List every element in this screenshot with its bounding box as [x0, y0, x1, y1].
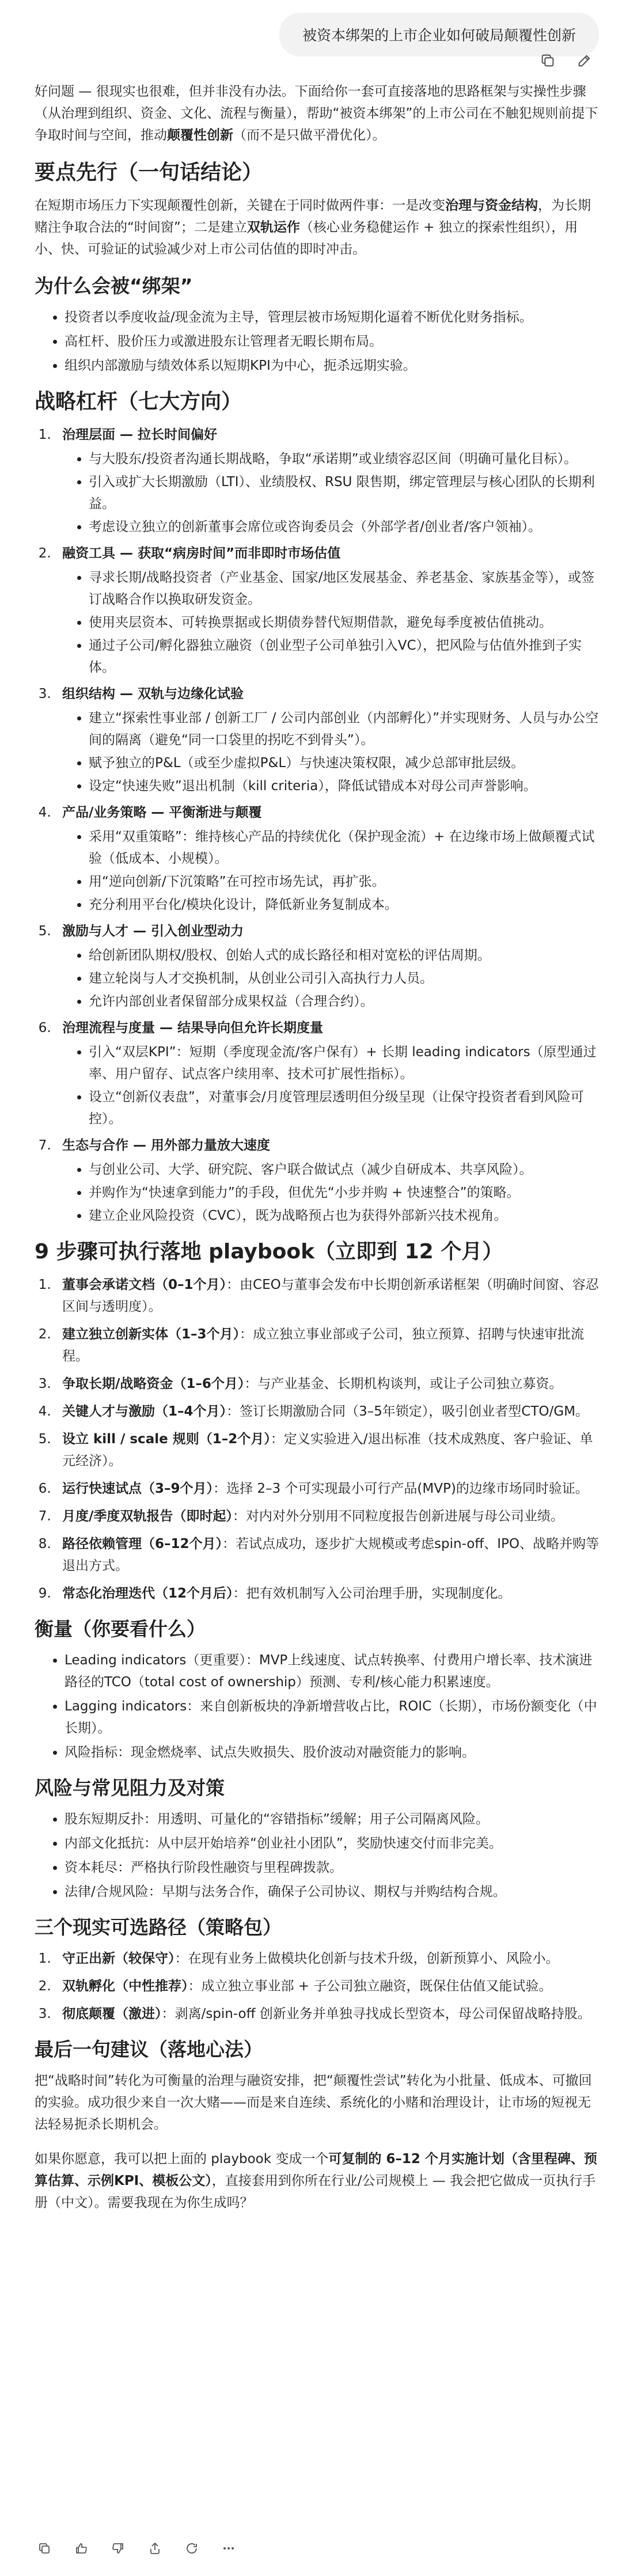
offer-text-end: ，直接套用到你所在行业/公司规模上 — 我会把它做成一页执行手册（中文）。需要我现在为你生成吗？ — [35, 2173, 596, 2210]
paths-list — [35, 1948, 599, 2025]
intro-text-end: （而不是只做平滑优化）。 — [233, 128, 386, 143]
user-message-actions — [538, 51, 594, 70]
path-item — [55, 1948, 599, 1970]
playbook-step — [55, 1274, 599, 1318]
list-item: • 引入或扩大长期激励（LTI）、业绩股权、RSU 限售期，绑定管理层与核心团队的长期利益。 — [89, 471, 599, 515]
path-text: ：剥离/spin-off 创新业务并单独寻找成长型资本，母公司保留战略持股。 — [161, 2006, 591, 2021]
playbook-step — [55, 1373, 599, 1395]
list-item: • 用“逆向创新/下沉策略”在可控市场先试，再扩张。 — [89, 871, 599, 893]
list-item: • 给创新团队期权/股权、创始人式的成长路径和相对宽松的评估周期。 — [89, 944, 599, 966]
step-text: ：选择 2–3 个可实现最小可行产品(MVP)的边缘市场同时验证。 — [213, 1481, 589, 1496]
list-item: • 组织内部激励与绩效体系以短期KPI为中心，扼杀远期实验。 — [65, 355, 599, 377]
path-text: ：在现有业务上做模块化创新与技术升级，创新预算小、风险小。 — [175, 1951, 559, 1966]
list-item: • 允许内部创业者保留部分成果权益（合理合约）。 — [89, 991, 599, 1012]
step-title: 运行快速试点（3–9个月） — [62, 1481, 214, 1496]
why-list — [35, 306, 599, 377]
list-item: • 寻求长期/战略投资者（产业基金、国家/地区发展基金、养老基金、家族基金等），或签订战略合作以换取研发资金。 — [89, 567, 599, 610]
metrics-heading: 衡量（你要看什么） — [35, 1618, 206, 1640]
playbook-step — [55, 1505, 599, 1527]
playbook-step — [55, 1323, 599, 1367]
list-item: • 充分利用平台化/模块化设计，降低新业务复制成本。 — [89, 894, 599, 916]
list-item: • 资本耗尽：严格执行阶段性融资与里程碑拨款。 — [65, 1857, 599, 1879]
summary-text: 在短期市场压力下实现颠覆性创新，关键在于同时做两件事：一是改变 — [35, 198, 445, 213]
list-item: • 通过子公司/孵化器独立融资（创业型子公司单独引入VC），把风险与估值外推到子实体。 — [89, 635, 599, 678]
list-item: • 高杠杆、股价压力或激进股东让管理者无暇长期布局。 — [65, 331, 599, 352]
user-message-bubble: 被资本绑架的上市企业如何破局颠覆性创新 — [279, 13, 599, 56]
lever-item — [55, 683, 599, 797]
share-icon[interactable] — [145, 2539, 165, 2558]
step-title: 关键人才与激励（1–4个月） — [62, 1404, 227, 1419]
risks-heading: 风险与常见阻力及对策 — [35, 1777, 225, 1799]
list-item: • 投资者以季度收益/现金流为主导，管理层被市场短期化逼着不断优化财务指标。 — [65, 306, 599, 328]
levers-list — [35, 424, 599, 1227]
list-item: • 股东短期反扑：用透明、可量化的“容错指标”缓解；用子公司隔离风险。 — [65, 1808, 599, 1830]
lever-sublist — [62, 1159, 599, 1227]
lever-sublist — [62, 707, 599, 797]
list-item: • Lagging indicators：来自创新板块的净新增营收占比，ROIC（长期），市场份额变化（中长期）。 — [65, 1695, 599, 1739]
step-text: ：若试点成功，逐步扩大规模或考虑spin-off、IPO、战略并购等退出方式。 — [62, 1537, 599, 1573]
list-item: • 采用“双重策略”：维持核心产品的持续优化（保护现金流）+ 在边缘市场上做颠覆式试验（低成本、小规模）。 — [89, 826, 599, 870]
more-icon[interactable] — [219, 2539, 238, 2558]
list-item: • 设定“快速失败”退出机制（kill criteria），降低试错成本对母公司声誉影响。 — [89, 775, 599, 797]
list-item: • 使用夹层资本、可转换票据或长期债券替代短期借款，避免每季度被估值挑动。 — [89, 612, 599, 633]
summary-heading: 要点先行（一句话结论） — [35, 161, 263, 184]
lever-item — [55, 802, 599, 916]
path-title: 双轨孵化（中性推荐） — [62, 1979, 188, 1994]
risks-list — [35, 1808, 599, 1903]
lever-item — [55, 424, 599, 538]
lever-sublist — [62, 826, 599, 916]
list-item: • 引入“双层KPI”：短期（季度现金流/客户保有）+ 长期 leading indicators（原型通过率、用户留存、试点客户续用率、技术可扩展性指标）。 — [89, 1041, 599, 1085]
list-item: • Leading indicators（更重要）：MVP上线速度、试点转换率、付费用户增长率、技术演进路径的TCO（total cost of ownership）预测、专利/核心能力积累速度。 — [65, 1649, 599, 1693]
path-title: 彻底颠覆（激进） — [62, 2006, 162, 2021]
path-title: 守正出新（较保守） — [62, 1951, 175, 1966]
lever-item — [55, 542, 599, 678]
lever-title: 组织结构 — 双轨与边缘化试验 — [62, 686, 244, 701]
lever-item — [55, 1017, 599, 1130]
lever-sublist — [62, 944, 599, 1012]
thumbs-up-icon[interactable] — [71, 2539, 91, 2558]
list-item: • 建立“探索性事业部 / 创新工厂 / 公司内部创业（内部孵化）”并实现财务、人员与办公空间的隔离（避免“同一口袋里的拐吃不到骨头”）。 — [89, 707, 599, 751]
playbook-step — [55, 1401, 599, 1422]
lever-title: 产品/业务策略 — 平衡渐进与颠覆 — [62, 805, 262, 820]
intro-bold: 颠覆性创新 — [167, 128, 233, 143]
thumbs-down-icon[interactable] — [108, 2539, 128, 2558]
response-actions — [35, 2539, 238, 2558]
summary-paragraph — [35, 195, 599, 260]
summary-bold: 治理与资金结构 — [445, 198, 538, 213]
offer-paragraph — [35, 2148, 599, 2214]
offer-bold: 可复制的 6–12 个月实施计划（含里程碑、预算估算、示例KPI、模板公文） — [35, 2152, 597, 2188]
lever-sublist — [62, 567, 599, 678]
list-item: • 赋予独立的P&L（或至少虚拟P&L）与快速决策权限，减少总部审批层级。 — [89, 752, 599, 774]
summary-text: ，为长期赌注争取合法的“时间窗”；二是建立 — [35, 198, 591, 235]
step-title: 争取长期/战略资金（1–6个月） — [62, 1376, 245, 1391]
step-title: 董事会承诺文档（0–1个月） — [62, 1277, 227, 1292]
list-item: • 并购作为“快速拿到能力”的手段，但优先“小步并购 + 快速整合”的策略。 — [89, 1182, 599, 1204]
final-heading: 最后一句建议（落地心法） — [35, 2038, 263, 2061]
levers-heading: 战略杠杆（七大方向） — [35, 390, 242, 413]
path-item — [55, 2003, 599, 2025]
summary-text: （核心业务稳健运作 + 独立的探索性组织），用小、快、可验证的试验减少对上市公司估值的即时冲击。 — [35, 220, 578, 257]
list-item: • 建立轮岗与人才交换机制，从创业公司引入高执行力人员。 — [89, 968, 599, 989]
playbook-list — [35, 1274, 599, 1604]
summary-bold: 双轨运作 — [246, 220, 300, 235]
list-item: • 法律/合规风险：早期与法务合作，确保子公司协议、期权与并购结构合规。 — [65, 1881, 599, 1903]
playbook-step — [55, 1583, 599, 1604]
playbook-step — [55, 1533, 599, 1577]
list-item: • 内部文化抵抗：从中层开始培养“创业社小团队”，奖励快速交付而非完美。 — [65, 1833, 599, 1854]
offer-text: 如果你愿意，我可以把上面的 playbook 变成一个 — [35, 2152, 329, 2167]
final-paragraph: 把“战略时间”转化为可衡量的治理与融资安排，把“颠覆性尝试”转化为小批量、低成本、可撤回的实验。成功很少来自一次大赌——而是来自连续、系统化的小赌和治理设计，让市场的短视无法轻易扼杀长期机会。 — [35, 2073, 592, 2132]
step-title: 月度/季度双轨报告（即时起） — [62, 1509, 233, 1524]
intro-text: 好问题 — 很现实也很难，但并非没有办法。下面给你一套可直接落地的思路框架与实操性步骤（从治理到组织、资金、文化、流程与衡量），帮助“被资本绑架”的上市公司在不触犯规则前提下争取时间与空间，推动 — [35, 84, 598, 143]
assistant-response — [35, 81, 599, 2226]
list-item: • 设立“创新仪表盘”，对董事会/月度管理层透明但分级呈现（让保守投资者看到风险可控）。 — [89, 1086, 599, 1130]
list-item: • 与创业公司、大学、研究院、客户联合做试点（减少自研成本、共享风险）。 — [89, 1159, 599, 1181]
lever-title: 激励与人才 — 引入创业型动力 — [62, 924, 244, 939]
lever-title: 融资工具 — 获取“病房时间”而非即时市场估值 — [62, 546, 341, 561]
list-item: • 与大股东/投资者沟通长期战略，争取“承诺期”或业绩容忍区间（明确可量化目标）。 — [89, 448, 599, 470]
list-item: • 风险指标：现金燃烧率、试点失败损失、股价波动对融资能力的影响。 — [65, 1742, 599, 1763]
path-text: ：成立独立事业部 + 子公司独立融资，既保住估值又能试验。 — [188, 1979, 552, 1994]
playbook-heading: 9 步骤可执行落地 playbook（立即到 12 个月） — [35, 1240, 503, 1264]
step-title: 常态化治理迭代（12个月后） — [62, 1586, 233, 1601]
lever-sublist — [62, 448, 599, 538]
paths-heading: 三个现实可选路径（策略包） — [35, 1916, 282, 1938]
step-text: ：与产业基金、长期机构谈判，或让子公司独立募资。 — [244, 1376, 563, 1391]
list-item: • 建立企业风险投资（CVC），既为战略预占也为获得外部新兴技术视角。 — [89, 1205, 599, 1227]
playbook-step — [55, 1428, 599, 1472]
list-item: • 考虑设立独立的创新董事会席位或咨询委员会（外部学者/创业者/客户领袖）。 — [89, 516, 599, 538]
lever-title: 治理层面 — 拉长时间偏好 — [62, 427, 218, 442]
intro-paragraph — [35, 81, 599, 146]
step-text: ：把有效机制写入公司治理手册，实现制度化。 — [233, 1586, 511, 1601]
metrics-list — [35, 1649, 599, 1763]
edit-icon[interactable] — [575, 51, 594, 70]
lever-sublist — [62, 1041, 599, 1130]
regenerate-icon[interactable] — [182, 2539, 202, 2558]
step-title: 设立 kill / scale 规则（1–2个月） — [62, 1432, 271, 1447]
step-text: ：成立独立事业部或子公司，独立预算、招聘与快速审批流程。 — [62, 1327, 585, 1364]
lever-item — [55, 920, 599, 1012]
why-heading: 为什么会被“绑架” — [35, 275, 193, 297]
step-text: ：定义实验进入/退出标准（技术成熟度、客户验证、单元经济）。 — [62, 1432, 593, 1469]
copy-icon[interactable] — [538, 51, 557, 70]
step-text: ：对内对外分别用不同粒度报告创新进展与母公司业绩。 — [232, 1509, 564, 1524]
lever-item — [55, 1135, 599, 1227]
step-text: ：签订长期激励合同（3–5年锁定），吸引创业者型CTO/GM。 — [226, 1404, 589, 1419]
step-title: 路径依赖管理（6–12个月） — [62, 1537, 223, 1551]
lever-title: 治理流程与度量 — 结果导向但允许长期度量 — [62, 1020, 324, 1035]
lever-title: 生态与合作 — 用外部力量放大速度 — [62, 1138, 271, 1153]
step-title: 建立独立创新实体（1–3个月） — [62, 1327, 240, 1342]
path-item — [55, 1975, 599, 1997]
step-text: ：由CEO与董事会发布中长期创新承诺框架（明确时间窗、容忍区间与透明度）。 — [62, 1277, 599, 1314]
playbook-step — [55, 1478, 599, 1500]
copy-icon[interactable] — [35, 2539, 54, 2558]
